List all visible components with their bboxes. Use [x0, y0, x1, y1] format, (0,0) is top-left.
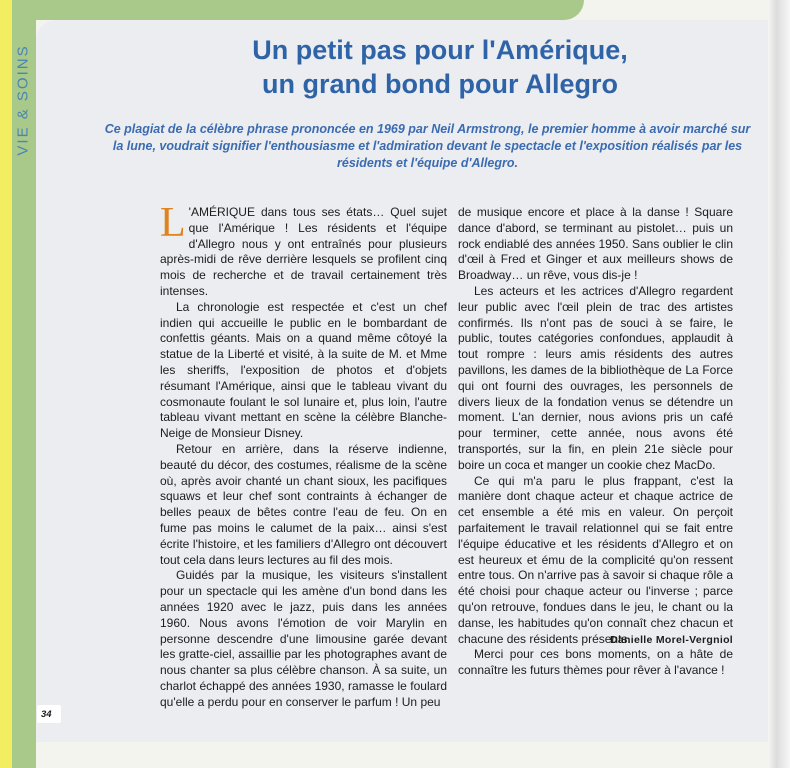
top-green-tab	[36, 0, 584, 20]
article-lede: Ce plagiat de la célèbre phrase prononcée en 1969 par Neil Armstrong, le premier homme à avoir marché sur la lune, voudrait signifier l'enthousiasme et l'admiration devant le spectacle et l'exposition réalisés par les résidents et l'équipe d'Allegro.	[104, 122, 751, 170]
page-fold-edge	[768, 0, 790, 768]
article-paragraph: Les acteurs et les actrices d'Allegro regardent leur public avec l'œil plein de trac des artistes confirmés. Ils n'ont pas de souci à se faire, le public, toutes catégories confondues, applaudit à tout rompre : leurs amis résidents des autres pavillons, les dames de la bibliothèque de La Force qui ont fourni des ouvrages, les personnels de divers lieux de la fondation venus se détendre un moment. L'an dernier, nous avions pris un café pour terminer, cette année, nous avons été transportés, sur la fin, en plein 21e siècle pour boire un coca et manger un cookie chez MacDo.	[458, 283, 733, 472]
page-title	[160, 33, 720, 101]
article-paragraph: L 'AMÉRIQUE dans tous ses états… Quel sujet que l'Amérique ! Les résidents et l'équipe d'Allegro nous y ont entraînés pour plusieurs après-midi de rêve derrière lesquels se profilent cinq mois de recherche et de travail certainement très intenses.	[160, 200, 447, 298]
article-paragraph: Retour en arrière, dans la réserve indienne, beauté du décor, des costumes, réalisme de la scène où, après avoir chanté un chant sioux, les pacifiques squaws et leur chef sont contraints à échanger de belles peaux de bêtes contre l'eau de feu. On en fume pas moins le calumet de la paix… ainsi s'est écrite l'histoire, et les familiers d'Allegro ont découvert tout cela dans leurs lectures au fil des mois.	[160, 441, 447, 567]
article-paragraph: La chronologie est respectée et c'est un chef indien qui accueille le public en le bombardant de confettis géants. Mais on a quand même côtoyé la statue de la Liberté et visité, à la suite de M. et Mme les sheriffs, l'exposition de photos et d'objets résumant l'Amérique, ainsi que le tableau vivant du cosmonaute foulant le sol lunaire et, plus loin, l'autre tableau vivant mettant en scène la célèbre Blanche-Neige de Monsieur Disney.	[160, 299, 447, 441]
title-line-2: un grand bond pour Allegro	[262, 69, 618, 99]
drop-cap: L	[160, 200, 186, 246]
author-signature: Danielle Morel-Vergniol	[609, 634, 733, 646]
article-paragraph: Guidés par la musique, les visiteurs s'installent pour un spectacle qui les amène d'un bond dans les années 1920 avec le jazz, puis dans les années 1960. Nous avons l'émotion de voir Marylin en personne descendre d'une limousine garée devant les gratte-ciel, assaillie par les photographes avant de nous chanter sa plus célèbre chanson. À sa suite, un charlot échappé des années 1930, ramasse le foulard qu'elle a perdu pour en conserver le parfum ! Un peu	[160, 568, 447, 709]
section-label-text: VIE & SOINS	[14, 44, 32, 156]
article-column-2	[458, 205, 733, 679]
article-paragraph: Ce qui m'a paru le plus frappant, c'est la manière dont chaque acteur et chaque actrice de cet ensemble a été mis en valeur. On perçoit parfaitement le travail relationnel qui se fait entre l'équipe éducative et les résidents d'Allegro et on est heureux et ému de la complicité qu'on ressent entre tous. On n'arrive pas à savoir si chaque rôle a été choisi pour chaque acteur ou l'inverse ; parce qu'on retrouve, fondues dans le jeu, le chant ou la danse, les habitudes qu'on connaît chez chacun et chacune des résidents présents.	[458, 473, 733, 646]
article-paragraph: Merci pour ces bons moments, on a hâte de connaître les futurs thèmes pour rêver à l'avance !	[458, 647, 733, 678]
article-column-1	[160, 200, 447, 711]
article-paragraph: de musique encore et place à la danse ! Square dance d'abord, se terminant au pistolet… puis un rock endiablé des années 1950. Sans oublier le clin d'œil à Fred et Ginger et aux meilleurs shows de Broadway… un rêve, vous dis-je !	[458, 205, 733, 283]
bottom-margin	[36, 742, 768, 768]
title-line-1: Un petit pas pour l'Amérique,	[252, 35, 628, 65]
page-number: 34	[41, 709, 52, 720]
section-label	[4, 40, 42, 160]
